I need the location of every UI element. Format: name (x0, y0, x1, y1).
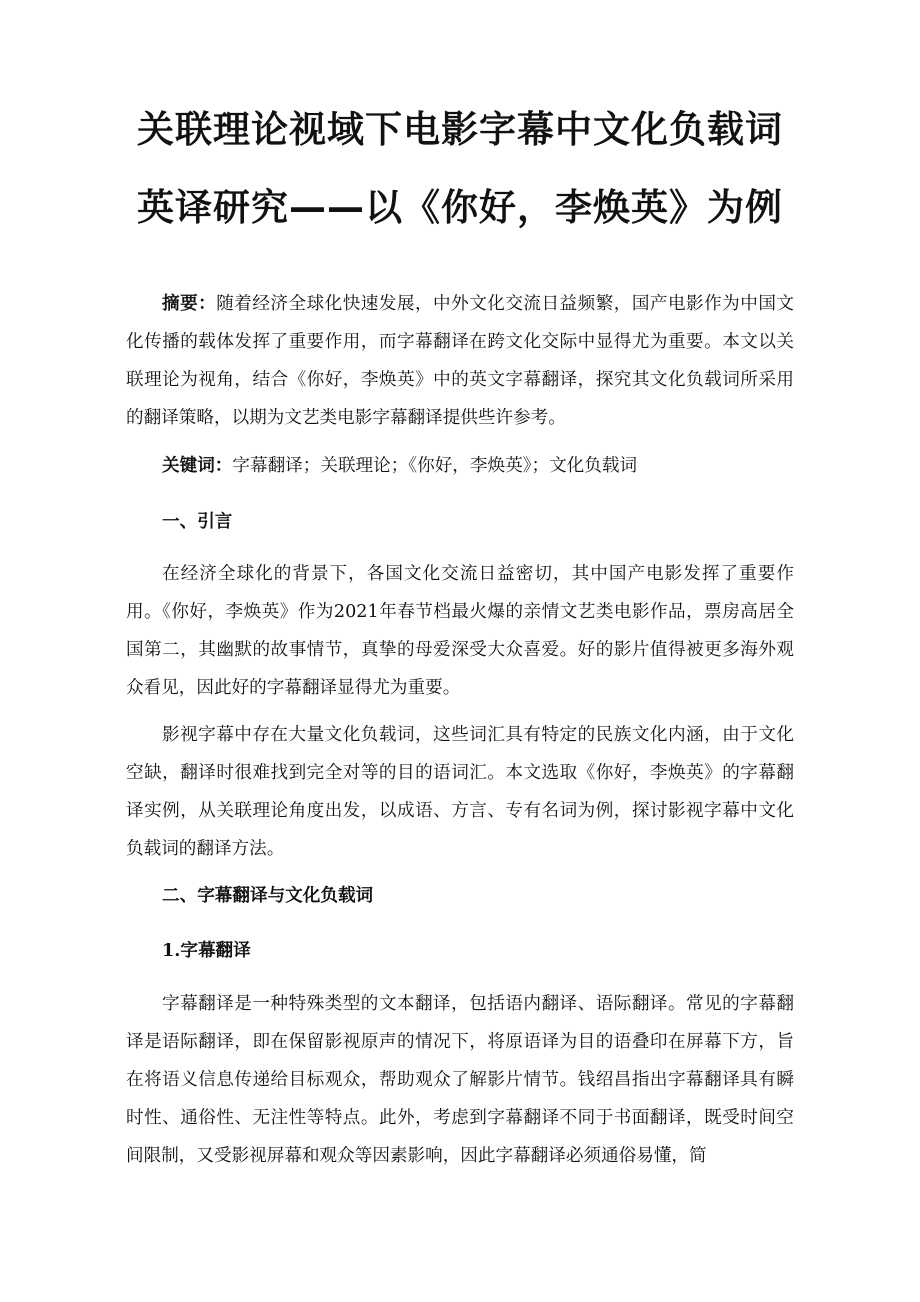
section-1-paragraph-2: 影视字幕中存在大量文化负载词，这些词汇具有特定的民族文化内涵，由于文化空缺，翻译时很难找到完全对等的目的语词汇。本文选取《你好，李焕英》的字幕翻译实例，从关联理论角度出发，以成语、方言、专有名词为例，探讨影视字幕中文化负载词的翻译方法。 (126, 725, 794, 859)
section-1-heading: 一、引言 (162, 511, 233, 532)
title-line-2: 英译研究——以《你好，李焕英》为例 (137, 186, 783, 229)
abstract-label: 摘要： (162, 293, 217, 314)
keywords-paragraph (126, 447, 794, 485)
section-2-paragraph-1: 字幕翻译是一种特殊类型的文本翻译，包括语内翻译、语际翻译。常见的字幕翻译是语际翻译，即在保留影视原声的情况下，将原语译为目的语叠印在屏幕下方，旨在将语义信息传递给目标观众，帮助观众了解影片情节。钱绍昌指出字幕翻译具有瞬时性、通俗性、无注性等特点。此外，考虑到字幕翻译不同于书面翻译，既受时间空间限制，又受影视屏幕和观众等因素影响，因此字幕翻译必须通俗易懂，简 (126, 994, 794, 1166)
keywords-text: 字幕翻译；关联理论；《你好，李焕英》；文化负载词 (232, 456, 638, 476)
section-1-paragraph-1: 在经济全球化的背景下，各国文化交流日益密切，其中国产电影发挥了重要作用。《你好，李焕英》作为2021年春节档最火爆的亲情文艺类电影作品，票房高居全国第二，其幽默的故事情节，真挚的母爱深受大众喜爱。好的影片值得被更多海外观众看见，因此好的字幕翻译显得尤为重要。 (126, 564, 794, 698)
abstract-text: 随着经济全球化快速发展，中外文化交流日益频繁，国产电影作为中国文化传播的载体发挥了重要作用，而字幕翻译在跨文化交际中显得尤为重要。本文以关联理论为视角，结合《你好，李焕英》中的英文字幕翻译，探究其文化负载词所采用的翻译策略，以期为文艺类电影字幕翻译提供些许参考。 (126, 294, 794, 428)
subsection-1-heading: 1.字幕翻译 (162, 940, 251, 961)
abstract-paragraph (126, 285, 794, 437)
title-line-1: 关联理论视域下电影字幕中文化负载词 (137, 108, 783, 151)
section-2-heading: 二、字幕翻译与文化负载词 (162, 885, 374, 906)
keywords-label: 关键词： (162, 455, 233, 476)
